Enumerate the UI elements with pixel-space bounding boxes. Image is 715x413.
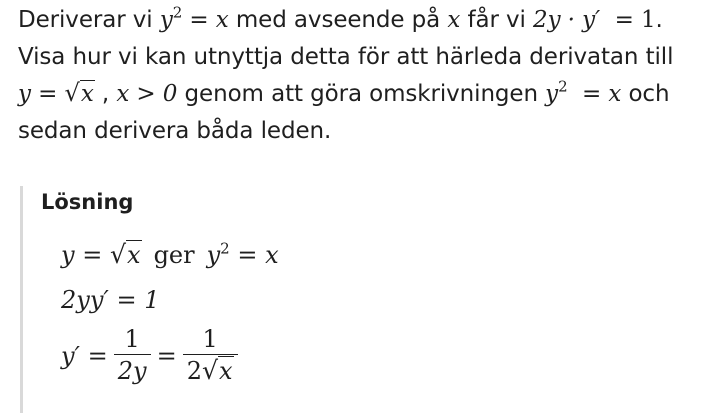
fraction-1-denominator: 2y [114,354,151,387]
math-comma: , [94,81,110,107]
solution-block [20,186,713,413]
eq3-equals: = [156,341,177,370]
problem-text [18,2,712,149]
intro-text-6: och sedan derivera båda leden. [18,81,670,144]
solution-line-3 [61,324,244,387]
solution-line-2: 2yy′ = 1 [61,286,160,314]
eq1-exponent: 2 [220,239,230,258]
fraction-2-sqrt-arg: x [219,357,233,385]
eq1-sqrt-x [110,240,142,269]
eq1-equals: = [82,241,103,269]
fraction-1-numerator: 1 [124,325,140,353]
intro-text-3: får vi [460,7,534,33]
eq1-ger: ger [153,241,195,269]
intro-text-2: med avseende på [228,7,448,33]
math-exponent: 2 [172,3,183,22]
solution-line-1 [61,240,279,269]
sqrt-arg: x [80,81,94,107]
math-var-y: y [159,7,173,33]
math-var-y-target: y [18,81,31,107]
sqrt-x [65,75,95,113]
eq3-lhs: y′ = [61,341,108,370]
math-equals-one: = 1 [614,7,656,33]
solution-title: Lösning [41,190,134,214]
math-equals-x: = x [189,7,229,33]
fraction-1 [114,324,151,387]
intro-text-4: . Visa hur vi kan utnyttja detta för att härleda derivatan till [18,7,674,70]
fraction-2-coef: 2 [186,357,202,385]
math-derivative: 2y · y′ [533,7,601,33]
fraction-2-denominator [183,354,238,387]
radical-icon: √ [64,79,80,107]
intro-text-5: genom att göra omskrivningen [177,81,546,107]
math-var-y-rewrite: y [545,81,559,107]
math-var-x: x [447,7,461,33]
eq1-y: y [61,241,75,269]
math-domain: x > 0 [116,81,178,107]
radical-icon: √ [109,240,127,269]
fraction-2-sqrt-x [202,355,234,387]
math-equals-x-rewrite: = x [581,81,622,107]
intro-text-1: Deriverar vi [18,7,160,33]
math-exponent-rewrite: 2 [558,77,568,96]
eq1-sqrt-arg: x [127,241,141,269]
math-equals: = [38,81,58,107]
eq1-equals-x: = x [237,241,279,269]
eq1-y2: y [206,241,221,269]
radical-icon: √ [201,356,219,385]
fraction-2-numerator: 1 [202,325,218,353]
fraction-2 [183,324,238,387]
